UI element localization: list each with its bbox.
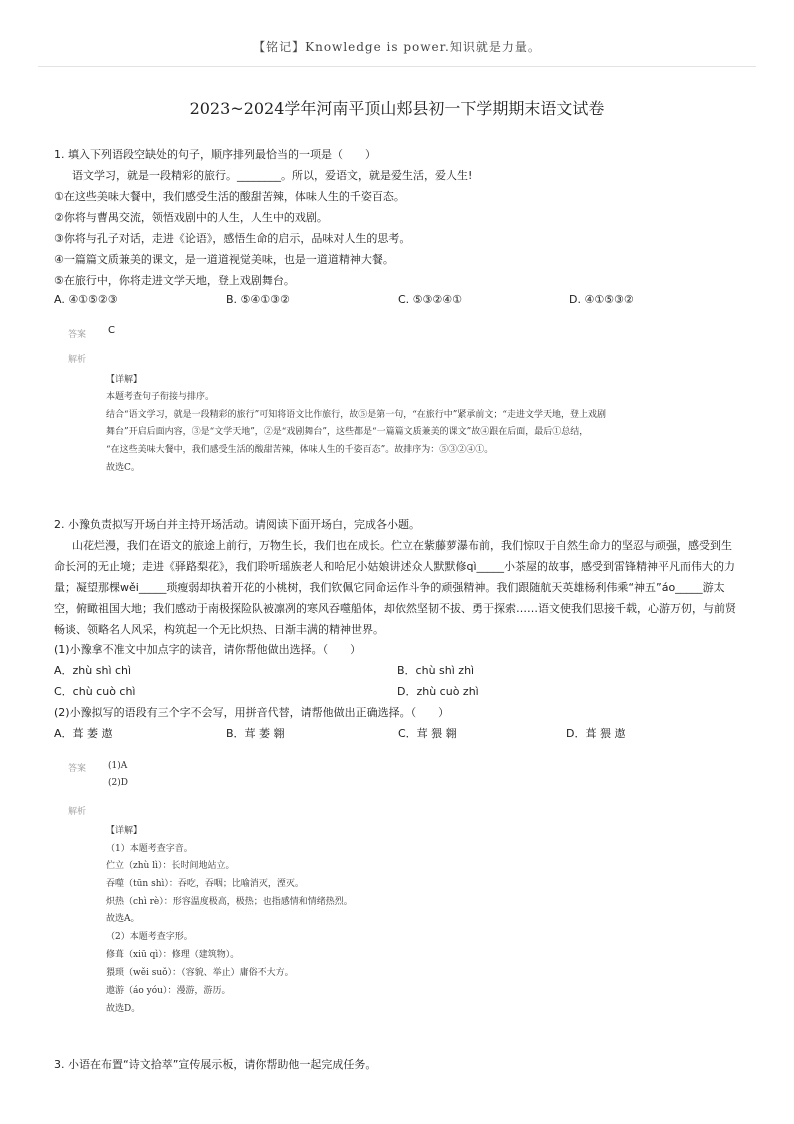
q1-explain-1: 本题考查句子衔接与排序。 xyxy=(106,392,215,402)
q1-item-1: ①在这些美味大餐中，我们感受生活的酸甜苦辣，体味人生的千姿百态。 xyxy=(54,190,405,203)
q1-option-b[interactable]: B. ⑤④①③② xyxy=(226,293,290,306)
q1-explain-3: 舞台”开启后面内容，③是“文学天地”，②是“戏剧舞台”，这些都是“一篇篇文质兼美的课文”故④跟在后面，最后①总结， xyxy=(106,427,589,437)
q1-analysis-label: 解析 xyxy=(68,355,87,365)
q2-explain-3: 吞噬（tūn shì）：吞吃，吞咽；比喻消灭，湮灭。 xyxy=(106,879,304,889)
q2-sub1-option-c[interactable]: C．chù cuò chì xyxy=(54,685,136,698)
page-title: 2023~2024学年河南平顶山郏县初一下学期期末语文试卷 xyxy=(189,99,605,118)
q2-explain-8: 猥琐（wěi suǒ）：（容貌、举止）庸俗不大方。 xyxy=(106,968,294,978)
q2-explain-6: （2）本题考查字形。 xyxy=(106,932,193,942)
page-header-motto: 【铭记】Knowledge is power.知识就是力量。 xyxy=(253,40,541,54)
q1-option-a[interactable]: A. ④①⑤②③ xyxy=(54,293,118,306)
q2-sub1-stem: (1)小豫拿不准文中加点字的读音，请你帮他做出选择。（ ） xyxy=(54,643,362,656)
header-divider xyxy=(38,66,756,67)
q1-explain-4: “在这些美味大餐中，我们感受生活的酸甜苦辣，体味人生的千姿百态”。故排序为：⑤③②④①。 xyxy=(106,445,494,455)
q2-answer-label: 答案 xyxy=(68,764,87,774)
q1-option-d[interactable]: D. ④①⑤③② xyxy=(569,293,634,306)
q1-explain-2: 结合“语文学习，就是一段精彩的旅行”可知将语文比作旅行，故⑤是第一句，“在旅行中”紧承前文；“走进文学天地，登上戏剧 xyxy=(106,410,607,420)
q2-passage-line-3: 量；凝望那棵wěi_____琐瘦弱却执着开花的小桃树，我们钦佩它同命运作斗争的顽强精神。我们跟随航天英雄杨利伟乘“神五”áo_____游太 xyxy=(54,581,725,594)
q2-passage-line-2: 命长河的无止境；走进《驿路梨花》，我们聆听瑶族老人和哈尼小姑娘讲述众人默默修qì_____小茶屋的故事，感受到雷锋精神平凡而伟大的力 xyxy=(54,560,736,573)
q1-answer-value: C xyxy=(108,325,115,336)
q1-detail-heading: 【详解】 xyxy=(106,375,143,385)
q2-sub2-option-a[interactable]: A．葺 萎 遨 xyxy=(54,727,113,740)
q1-explain-5: 故选C。 xyxy=(106,463,140,473)
q1-intro: 语文学习，就是一段精彩的旅行。________。所以，爱语文，就是爱生活，爱人生! xyxy=(72,169,473,182)
q2-explain-5: 故选A。 xyxy=(106,914,140,924)
q2-answer-1: (1)A xyxy=(108,761,128,771)
q2-explain-1: （1）本题考查字音。 xyxy=(106,844,193,854)
q1-option-c[interactable]: C. ⑤③②④① xyxy=(398,293,462,306)
q2-passage-line-4: 空，俯瞰祖国大地；我们感动于南极探险队被凛冽的寒风吞噬船体，却依然坚韧不拔、勇于探索……语文使我们思接千载，心游万仞，与前贤 xyxy=(54,602,736,615)
q2-answer-2: (2)D xyxy=(108,778,128,788)
q1-item-2: ②你将与曹禺交流，领悟戏剧中的人生，人生中的戏剧。 xyxy=(54,211,328,224)
q2-detail-heading: 【详解】 xyxy=(106,826,143,836)
q2-sub2-stem: (2)小豫拟写的语段有三个字不会写，用拼音代替，请帮他做出正确选择。（ ） xyxy=(54,706,450,719)
q2-sub1-option-a[interactable]: A．zhù shì chì xyxy=(54,664,132,677)
q2-explain-10: 故选D。 xyxy=(106,1004,141,1014)
q1-item-3: ③你将与孔子对话，走进《论语》，感悟生命的启示，品味对人生的思考。 xyxy=(54,232,411,245)
q2-sub2-option-b[interactable]: B．茸 萎 翱 xyxy=(226,727,285,740)
q2-sub1-option-b[interactable]: B．chù shì zhì xyxy=(397,664,475,677)
q2-passage-line-5: 畅谈、领略名人风采，构筑起一个无比炽热、日渐丰满的精神世界。 xyxy=(54,623,384,636)
q1-answer-label: 答案 xyxy=(68,330,87,340)
q1-item-4: ④一篇篇文质兼美的课文，是一道道视觉美味，也是一道道精神大餐。 xyxy=(54,253,394,266)
q2-analysis-label: 解析 xyxy=(68,807,87,817)
q2-passage-line-1: 山花烂漫，我们在语文的旅途上前行，万物生长，我们也在成长。伫立在紫藤萝瀑布前，我们惊叹于自然生命力的坚忍与顽强，感受到生 xyxy=(72,539,732,552)
q2-explain-9: 遨游（áo yóu）：漫游，游历。 xyxy=(106,986,231,996)
q2-sub2-option-d[interactable]: D．葺 猥 遨 xyxy=(566,727,626,740)
q2-sub1-option-d[interactable]: D．zhù cuò zhì xyxy=(397,685,479,698)
q1-stem: 1. 填入下列语段空缺处的句子，顺序排列最恰当的一项是（ ） xyxy=(54,148,376,161)
q2-stem: 2. 小豫负责拟写开场白并主持开场活动。请阅读下面开场白，完成各小题。 xyxy=(54,518,420,531)
q2-explain-2: 伫立（zhù lì）：长时间地站立。 xyxy=(106,861,235,871)
q2-sub2-option-c[interactable]: C．茸 猥 翱 xyxy=(398,727,457,740)
q3-stem: 3. 小语在布置“诗文拾萃”宣传展示板，请你帮助他一起完成任务。 xyxy=(54,1058,377,1071)
q1-item-5: ⑤在旅行中，你将走进文学天地，登上戏剧舞台。 xyxy=(54,274,295,287)
q2-explain-7: 修葺（xiū qì）：修理（建筑物）。 xyxy=(106,950,240,960)
q2-explain-4: 炽热（chì rè）：形容温度极高，极热；也指感情和情绪热烈。 xyxy=(106,897,353,907)
